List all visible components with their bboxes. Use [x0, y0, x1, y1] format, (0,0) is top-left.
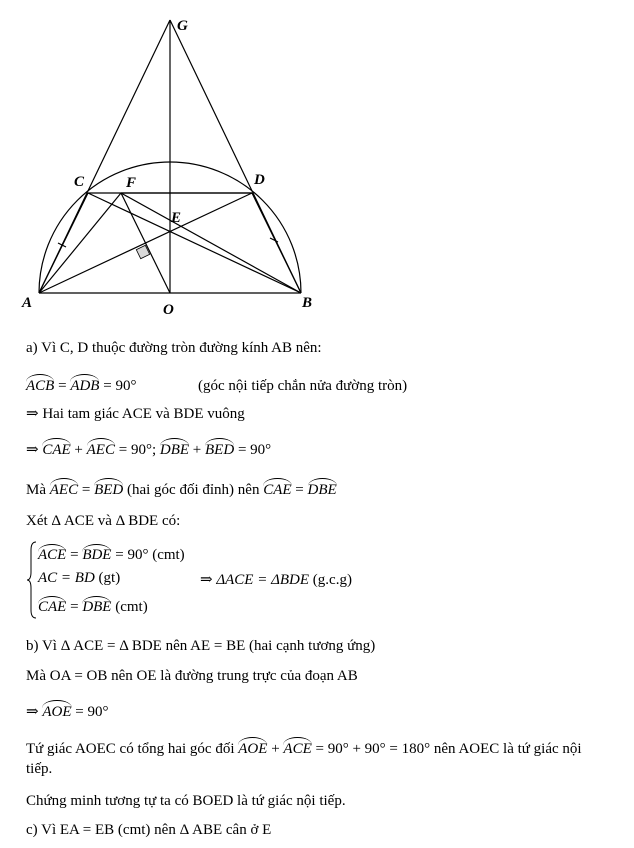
part-a-line-5: Mà AEC = BED (hai góc đối đỉnh) nên CAE = DBE	[26, 478, 337, 499]
angle-BED: BED	[94, 478, 123, 499]
point-label-A: A	[22, 295, 33, 311]
part-b-line-1: b) Vì Δ ACE = Δ BDE nên AE = BE (hai cạnh tương ứng)	[26, 638, 376, 654]
congruence-system	[26, 540, 586, 620]
angle-AEC: AEC	[50, 478, 78, 499]
part-b-line-5: tiếp.	[26, 761, 53, 777]
angle-ADB: ADB	[70, 374, 99, 395]
part-c-line-1: c) Vì EA = EB (cmt) nên Δ ABE cân ở E	[26, 822, 272, 838]
point-label-F: F	[126, 175, 137, 191]
part-b-line-4: Tứ giác AOEC có tổng hai góc đối AOE + ACE = 90° + 90° = 180° nên AOEC là tứ giác nội	[26, 737, 582, 758]
angle-DBE: DBE	[308, 478, 337, 499]
point-label-E: E	[171, 210, 182, 226]
system-row-3: CAE = DBE (cmt)	[38, 596, 148, 616]
point-label-C: C	[74, 174, 85, 190]
point-label-O: O	[163, 302, 174, 318]
point-label-D: D	[254, 172, 265, 188]
part-b-line-2: Mà OA = OB nên OE là đường trung trực của đoạn AB	[26, 668, 358, 684]
point-label-G: G	[177, 18, 188, 34]
system-conclusion: ⇒ ΔACE = ΔBDE (g.c.g)	[200, 572, 352, 588]
angle-ACB: ACB	[26, 374, 54, 395]
geometry-figure	[0, 0, 634, 320]
angle-DBE: DBE	[160, 438, 189, 459]
angle-ACE: ACE	[283, 737, 311, 758]
angle-DBE: DBE	[82, 596, 111, 616]
part-a-line-3: ⇒ Hai tam giác ACE và BDE vuông	[26, 406, 245, 422]
angle-AOE: AOE	[238, 737, 267, 758]
segment-FB-long	[121, 193, 301, 293]
point-label-B: B	[302, 295, 313, 311]
angle-CAE: CAE	[42, 438, 70, 459]
angle-AEC: AEC	[87, 438, 115, 459]
angle-ACE: ACE	[38, 544, 66, 564]
angle-BED: BED	[205, 438, 234, 459]
part-a-line-6: Xét Δ ACE và Δ BDE có:	[26, 513, 181, 529]
segment-FO	[121, 193, 170, 293]
inscribed-angle-note: (góc nội tiếp chắn nửa đường tròn)	[198, 378, 408, 394]
part-a-line-4: ⇒ CAE + AEC = 90°; DBE + BED = 90°	[26, 438, 271, 459]
angle-CAE: CAE	[38, 596, 66, 616]
system-row-1: ACE = BDE = 90° (cmt)	[38, 544, 185, 564]
angle-CAE: CAE	[263, 478, 291, 499]
system-brace	[26, 540, 38, 620]
part-b-line-3: ⇒ AOE = 90°	[26, 700, 108, 721]
angle-BDE: BDE	[82, 544, 111, 564]
segment-DB	[252, 193, 301, 293]
part-a-line-1: a) Vì C, D thuộc đường tròn đường kính AB nên:	[26, 340, 322, 356]
angle-AOE: AOE	[42, 700, 71, 721]
system-row-2: AC = BD (gt)	[38, 570, 121, 586]
part-a-line-2: ACB = ADB = 90° (góc nội tiếp chắn nửa đường tròn)	[26, 374, 136, 395]
part-b-line-6: Chứng minh tương tự ta có BOED là tứ giác nội tiếp.	[26, 793, 346, 809]
